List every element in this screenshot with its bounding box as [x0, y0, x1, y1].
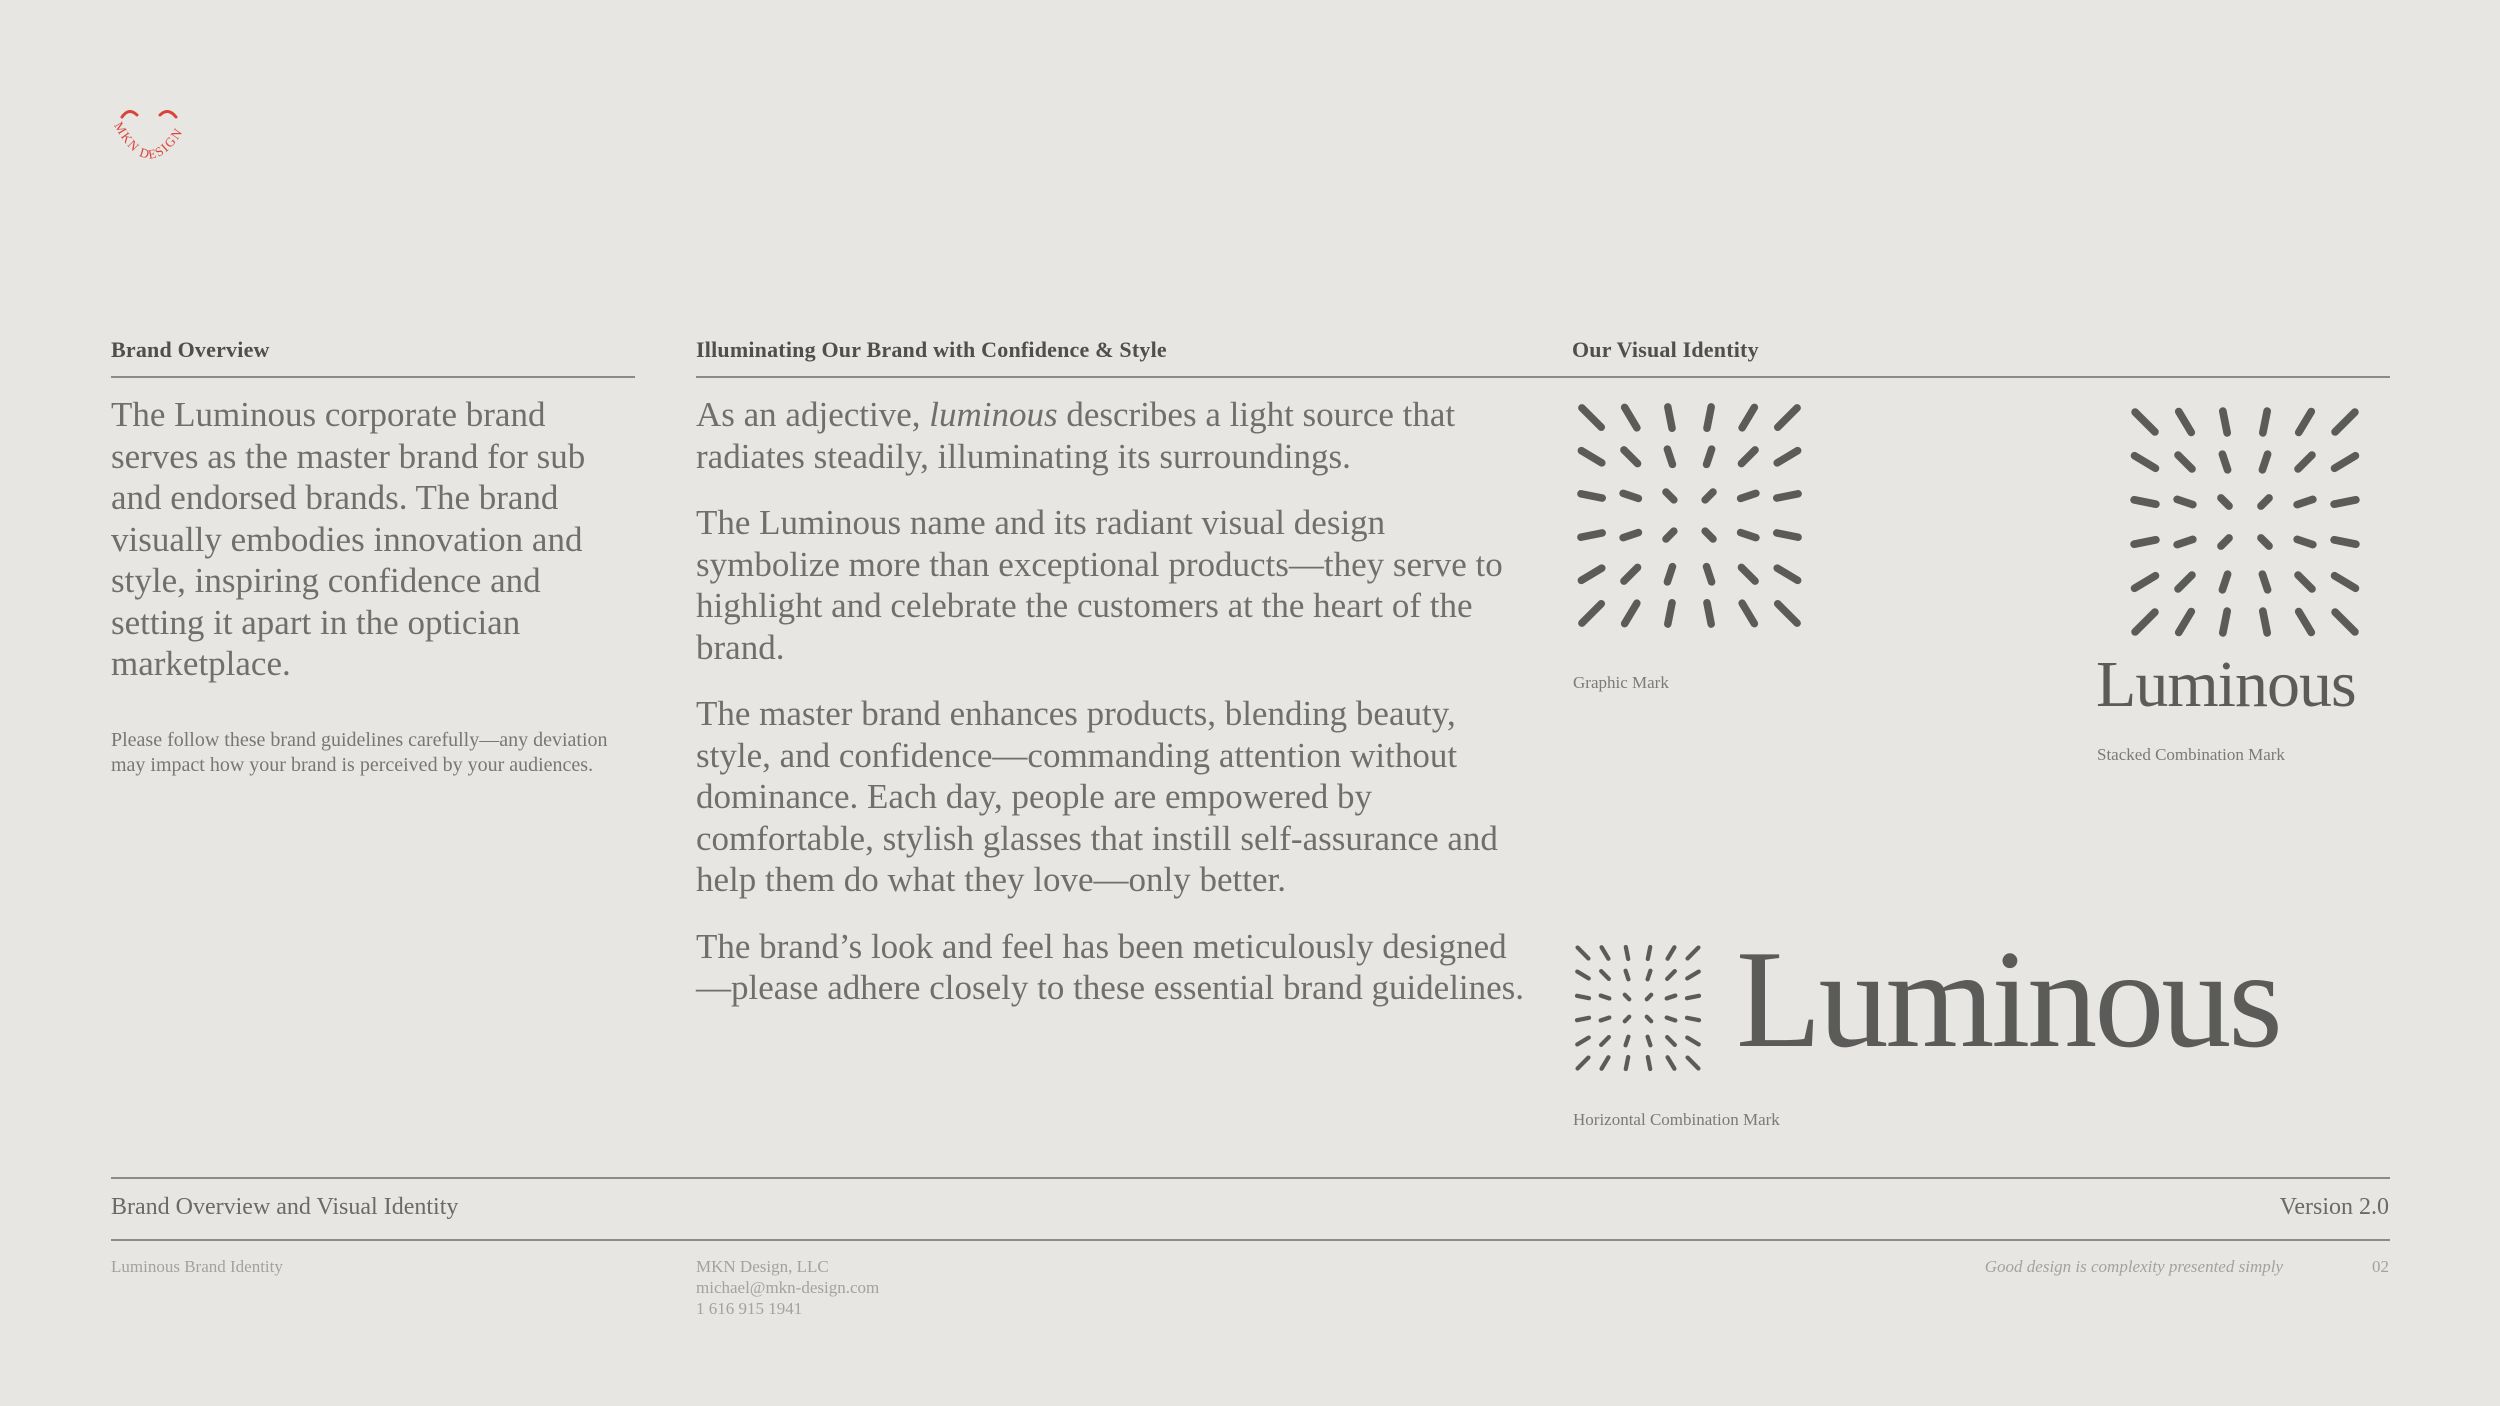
burst-ray — [1625, 407, 1637, 427]
burst-ray — [1577, 1018, 1589, 1020]
burst-ray — [1741, 493, 1756, 498]
burst-ray — [1707, 603, 1711, 624]
burst-ray — [1667, 996, 1676, 999]
burst-ray — [1625, 1017, 1629, 1021]
paragraph-adjective: As an adjective, luminous describes a light source that radiates steadily, illuminating its surroundings. — [696, 395, 1456, 476]
burst-ray — [1648, 1057, 1650, 1069]
smile-logo-icon — [100, 95, 210, 185]
burst-ray — [1668, 407, 1672, 428]
burst-ray — [1667, 971, 1675, 979]
burst-ray — [2135, 456, 2156, 469]
burst-ray — [1626, 1057, 1628, 1069]
burst-ray — [2297, 499, 2313, 504]
burst-ray — [2298, 575, 2312, 589]
horizontal-mark-caption: Horizontal Combination Mark — [1573, 1110, 1780, 1129]
burst-ray — [1624, 567, 1638, 581]
burst-ray — [2223, 611, 2227, 633]
burst-ray — [2335, 612, 2355, 632]
burst-ray — [2335, 456, 2356, 469]
burst-ray — [2178, 455, 2192, 469]
burst-ray — [1707, 449, 1712, 464]
burst-ray — [1648, 1037, 1651, 1046]
burst-ray — [1601, 996, 1610, 999]
horizontal-mark-icon — [1572, 942, 1704, 1074]
burst-ray — [2178, 575, 2192, 589]
burst-ray — [1668, 603, 1672, 624]
burst-ray — [1667, 449, 1672, 464]
burst-ray — [1707, 567, 1712, 582]
burst-ray — [2298, 455, 2312, 469]
burst-ray — [1742, 603, 1754, 623]
burst-ray — [1602, 1057, 1609, 1068]
burst-ray — [1687, 972, 1698, 979]
illuminating-heading: Illuminating Our Brand with Confidence & Style — [696, 337, 1167, 362]
burst-ray — [2135, 576, 2156, 589]
burst-ray — [2299, 412, 2312, 433]
burst-ray — [1778, 408, 1797, 427]
brand-logo — [100, 95, 210, 185]
burst-ray — [1577, 1038, 1588, 1045]
burst-ray — [1624, 450, 1638, 464]
burst-ray — [1687, 1038, 1698, 1045]
burst-ray — [2261, 498, 2269, 506]
footer-tagline: Good design is complexity presented simply — [1984, 1257, 2283, 1276]
burst-ray — [1741, 567, 1755, 581]
burst-ray — [1581, 451, 1601, 463]
overview-divider — [111, 376, 635, 378]
graphic-mark-icon — [1572, 398, 1807, 633]
burst-ray — [1648, 947, 1650, 959]
burst-ray — [1581, 568, 1601, 580]
burst-ray — [1777, 568, 1797, 580]
burst-ray — [1626, 1037, 1629, 1046]
burst-ray — [1741, 533, 1756, 538]
burst-ray — [2223, 411, 2227, 433]
burst-ray — [1777, 451, 1797, 463]
burst-ray — [1687, 996, 1699, 998]
burst-ray — [1601, 1018, 1610, 1021]
burst-ray — [1581, 533, 1602, 537]
horizontal-wordmark: Luminous — [1736, 922, 2280, 1077]
footer-email[interactable]: michael@mkn-design.com — [696, 1278, 880, 1297]
luminous-italic: luminous — [929, 395, 1058, 434]
stacked-mark-caption: Stacked Combination Mark — [2097, 745, 2285, 764]
burst-ray — [1777, 494, 1798, 498]
burst-ray — [1577, 972, 1588, 979]
burst-ray — [2262, 574, 2267, 590]
footer-version: Version 2.0 — [2279, 1194, 2389, 1220]
burst-ray — [1778, 604, 1797, 623]
footer-bottom-divider — [111, 1239, 2390, 1241]
burst-ray — [1687, 1018, 1699, 1020]
burst-ray — [1667, 1037, 1675, 1045]
burst-ray — [2221, 498, 2229, 506]
burst-ray — [1666, 492, 1674, 500]
overview-lead: The Luminous corporate brand serves as the master brand for sub and endorsed brands. The brand visually embodies innovation and style, inspiring confidence and setting it apart in the optician marketplace. — [111, 395, 586, 683]
burst-ray — [1668, 1057, 1675, 1068]
overview-heading: Brand Overview — [111, 337, 270, 362]
footer-phone: 1 616 915 1941 — [696, 1299, 803, 1318]
burst-ray — [1581, 494, 1602, 498]
burst-ray — [2179, 412, 2192, 433]
burst-ray — [1602, 947, 1609, 958]
burst-ray — [2335, 412, 2355, 432]
burst-ray — [2177, 539, 2193, 544]
burst-ray — [2261, 538, 2269, 546]
burst-ray — [2135, 612, 2155, 632]
burst-ray — [1688, 948, 1699, 959]
burst-ray — [2334, 540, 2356, 544]
burst-ray — [1688, 1058, 1699, 1069]
burst-ray — [2262, 454, 2267, 470]
svg-text:MKN DESIGN — [111, 119, 186, 162]
burst-ray — [1623, 493, 1638, 498]
burst-ray — [1647, 995, 1651, 999]
burst-ray — [1578, 1058, 1589, 1069]
burst-ray — [1707, 407, 1711, 428]
burst-ray — [2221, 538, 2229, 546]
burst-ray — [1582, 408, 1601, 427]
illuminating-divider — [696, 376, 1574, 378]
overview-note: Please follow these brand guidelines carefully—any deviation may impact how your brand is perceived by your audiences. — [111, 729, 608, 776]
burst-ray — [1705, 531, 1713, 539]
burst-ray — [2222, 574, 2227, 590]
burst-ray — [2134, 500, 2156, 504]
illuminating-body — [696, 394, 1526, 1034]
burst-ray — [1777, 533, 1798, 537]
burst-ray — [1742, 407, 1754, 427]
burst-ray — [1601, 971, 1609, 979]
burst-ray — [2297, 539, 2313, 544]
graphic-mark-caption: Graphic Mark — [1573, 673, 1669, 692]
footer-page-number: 02 — [2372, 1257, 2389, 1276]
identity-heading: Our Visual Identity — [1572, 337, 1759, 362]
stacked-mark-icon — [2125, 402, 2365, 642]
burst-ray — [1647, 1017, 1651, 1021]
burst-ray — [1666, 531, 1674, 539]
burst-ray — [2177, 499, 2193, 504]
footer-section-title: Brand Overview and Visual Identity — [111, 1194, 459, 1220]
burst-ray — [1741, 450, 1755, 464]
paragraph-master-brand: The master brand enhances products, blending beauty, style, and confidence—commanding attention without dominance. Each day, people are empowered by comfortable, stylish glasses that instill self-assurance and help them do what they love—only better. — [696, 694, 1498, 899]
burst-ray — [1668, 947, 1675, 958]
burst-ray — [1626, 971, 1629, 980]
burst-ray — [1601, 1037, 1609, 1045]
logo-text: MKN DESIGN — [111, 119, 186, 163]
burst-ray — [2335, 576, 2356, 589]
burst-ray — [2299, 612, 2312, 633]
footer-company: MKN Design, LLC — [696, 1257, 829, 1276]
burst-ray — [1626, 947, 1628, 959]
burst-ray — [1577, 996, 1589, 998]
burst-ray — [1648, 971, 1651, 980]
paragraph-name: The Luminous name and its radiant visual design symbolize more than exceptional products—they serve to highlight and celebrate the customers at the heart of the brand. — [696, 503, 1503, 667]
burst-ray — [2222, 454, 2227, 470]
burst-ray — [2263, 611, 2267, 633]
burst-ray — [2135, 412, 2155, 432]
burst-ray — [1578, 948, 1589, 959]
burst-ray — [1705, 492, 1713, 500]
burst-ray — [1625, 995, 1629, 999]
burst-ray — [1667, 567, 1672, 582]
identity-divider — [1572, 376, 2390, 378]
stacked-wordmark: Luminous — [2096, 648, 2356, 721]
paragraph-look-and-feel: The brand’s look and feel has been meticulously designed—please adhere closely to these essential brand guidelines. — [696, 926, 1525, 1007]
burst-ray — [2334, 500, 2356, 504]
footer-top-divider — [111, 1177, 2390, 1179]
burst-ray — [1667, 1018, 1676, 1021]
burst-ray — [1625, 603, 1637, 623]
footer-doc-name: Luminous Brand Identity — [111, 1257, 283, 1276]
burst-ray — [2263, 411, 2267, 433]
burst-ray — [1582, 604, 1601, 623]
burst-ray — [2179, 612, 2192, 633]
burst-ray — [1623, 533, 1638, 538]
footer-contact — [696, 1256, 879, 1319]
burst-ray — [2134, 540, 2156, 544]
